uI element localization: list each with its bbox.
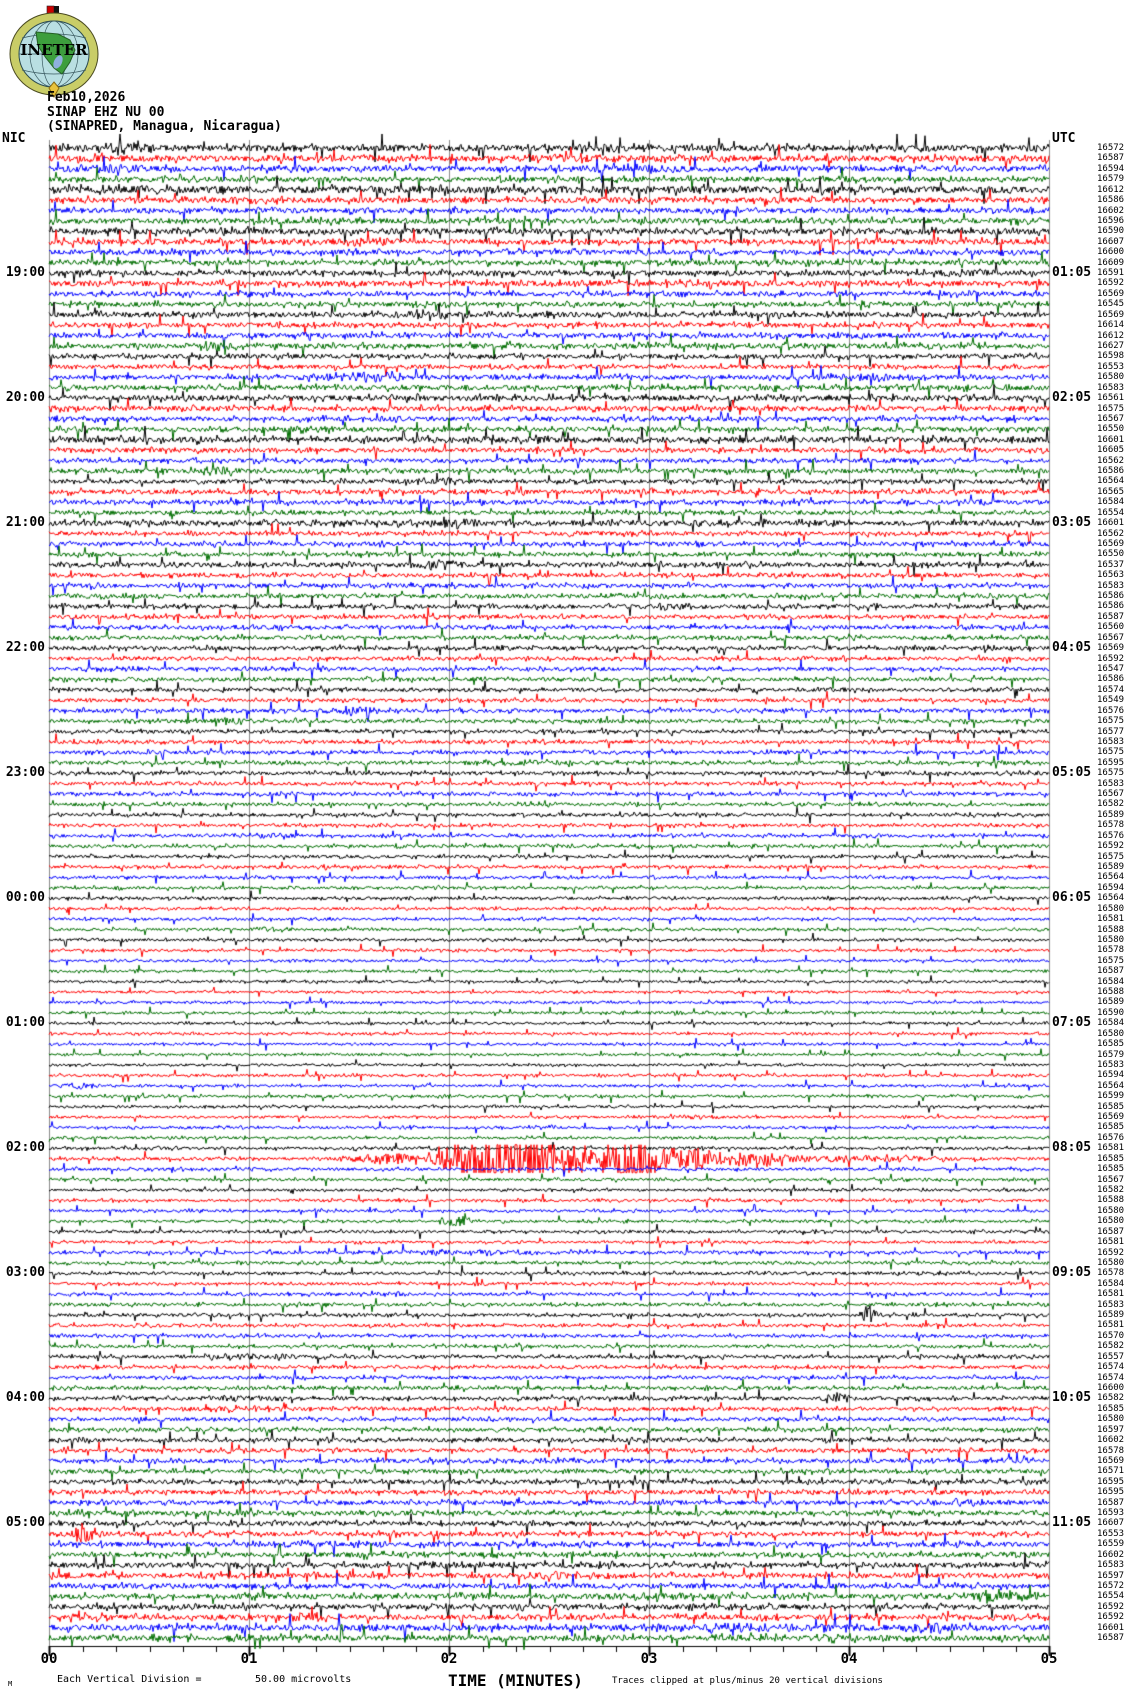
trace-count-value: 16564 <box>1097 476 1125 487</box>
trace-count-value: 16585 <box>1097 1122 1125 1133</box>
trace-count-value: 16586 <box>1097 195 1125 206</box>
trace-count-value: 16574 <box>1097 1362 1125 1373</box>
trace-count-value: 16553 <box>1097 361 1125 372</box>
trace-count-value: 16580 <box>1097 1257 1125 1268</box>
trace-count-value: 16563 <box>1097 570 1125 581</box>
trace-count-value: 16586 <box>1097 674 1125 685</box>
trace-count-value: 16597 <box>1097 1570 1125 1581</box>
trace-count-value: 16580 <box>1097 1216 1125 1227</box>
trace-count-value: 16586 <box>1097 591 1125 602</box>
hour-label-right: 07:05 <box>1052 1015 1092 1031</box>
trace-count-value: 16592 <box>1097 278 1125 289</box>
trace-count-value: 16574 <box>1097 684 1125 695</box>
trace-count-value: 16589 <box>1097 997 1125 1008</box>
hour-label-right: 08:05 <box>1052 1140 1092 1156</box>
hour-label-right: 02:05 <box>1052 390 1092 406</box>
trace-count-value: 16589 <box>1097 861 1125 872</box>
trace-count-value: 16588 <box>1097 1195 1125 1206</box>
trace-count-value: 16594 <box>1097 163 1125 174</box>
trace-count-value: 16580 <box>1097 372 1125 383</box>
trace-count-value: 16572 <box>1097 143 1125 153</box>
trace-count-value: 16576 <box>1097 830 1125 841</box>
trace-count-value: 16593 <box>1097 1508 1125 1519</box>
hour-label-left: 21:00 <box>5 515 45 531</box>
trace-count-value: 16579 <box>1097 174 1125 185</box>
trace-count-value: 16590 <box>1097 1007 1125 1018</box>
trace-count-value: 16557 <box>1097 1351 1125 1362</box>
hour-label-right: 03:05 <box>1052 515 1092 531</box>
trace-count-value: 16550 <box>1097 549 1125 560</box>
hour-label-right: 10:05 <box>1052 1390 1092 1406</box>
trace-count-value: 16575 <box>1097 747 1125 758</box>
trace-count-value: 16575 <box>1097 955 1125 966</box>
trace-count-value: 16583 <box>1097 580 1125 591</box>
trace-count-value: 16587 <box>1097 1497 1125 1508</box>
trace-count-value: 16596 <box>1097 215 1125 226</box>
trace-count-value: 16550 <box>1097 424 1125 435</box>
trace-count-value: 16587 <box>1097 966 1125 977</box>
trace-count-value: 16600 <box>1097 1382 1125 1393</box>
hour-label-right: 05:05 <box>1052 765 1092 781</box>
trace-count-value: 16586 <box>1097 466 1125 477</box>
trace-count-value: 16587 <box>1097 611 1125 622</box>
trace-count-value: 16592 <box>1097 1612 1125 1623</box>
trace-count-value: 16607 <box>1097 1518 1125 1529</box>
trace-count-value: 16560 <box>1097 622 1125 633</box>
hour-label-right: 04:05 <box>1052 640 1092 656</box>
trace-count-value: 16576 <box>1097 705 1125 716</box>
trace-count-value: 16569 <box>1097 309 1125 320</box>
trace-count-value: 16564 <box>1097 872 1125 883</box>
hour-label-right: 01:05 <box>1052 265 1092 281</box>
trace-count-value: 16581 <box>1097 1143 1125 1154</box>
trace-count-value: 16569 <box>1097 538 1125 549</box>
trace-count-value: 16553 <box>1097 1528 1125 1539</box>
footer-clip-note: Traces clipped at plus/minus 20 vertical divisions <box>612 1676 883 1686</box>
trace-count-value: 16597 <box>1097 1424 1125 1435</box>
trace-count-value: 16578 <box>1097 1268 1125 1279</box>
trace-count-value: 16583 <box>1097 1059 1125 1070</box>
trace-count-value: 16564 <box>1097 1080 1125 1091</box>
x-axis-title: TIME (MINUTES) <box>448 1671 583 1689</box>
trace-count-value: 16607 <box>1097 236 1125 247</box>
trace-count-value: 16567 <box>1097 789 1125 800</box>
trace-count-value: 16547 <box>1097 664 1125 674</box>
trace-count-value: 16581 <box>1097 1320 1125 1331</box>
trace-count-value: 16585 <box>1097 1039 1125 1050</box>
trace-count-value: 16581 <box>1097 1289 1125 1300</box>
trace-count-value: 16589 <box>1097 809 1125 820</box>
trace-count-value: 16537 <box>1097 559 1125 570</box>
trace-count-value: 16581 <box>1097 1237 1125 1248</box>
trace-count-value: 16592 <box>1097 1601 1125 1612</box>
trace-count-value: 16559 <box>1097 1539 1125 1550</box>
trace-count-value: 16575 <box>1097 768 1125 779</box>
trace-count-value: 16575 <box>1097 716 1125 727</box>
hour-label-left: 19:00 <box>5 265 45 281</box>
hour-label-right: 11:05 <box>1052 1515 1092 1531</box>
trace-count-value: 16562 <box>1097 455 1125 466</box>
trace-count-value: 16601 <box>1097 518 1125 529</box>
trace-count-value: 16561 <box>1097 393 1125 404</box>
trace-count-value: 16574 <box>1097 1372 1125 1383</box>
trace-count-value: 16612 <box>1097 330 1125 341</box>
hour-label-left: 04:00 <box>5 1390 45 1406</box>
trace-count-value: 16612 <box>1097 184 1125 195</box>
trace-count-value: 16584 <box>1097 1018 1125 1029</box>
trace-count-value: 16595 <box>1097 1476 1125 1487</box>
trace-count-value: 16586 <box>1097 601 1125 612</box>
trace-count-value: 16583 <box>1097 382 1125 393</box>
trace-count-value: 16571 <box>1097 1466 1125 1477</box>
trace-count-value: 16584 <box>1097 1278 1125 1289</box>
trace-count-value: 16584 <box>1097 497 1125 508</box>
trace-count-value: 16545 <box>1097 299 1125 310</box>
trace-count-value: 16567 <box>1097 1174 1125 1185</box>
trace-count-value: 16602 <box>1097 1435 1125 1446</box>
footer-scale-value: 50.00 microvolts <box>255 1674 352 1685</box>
hour-label-left: 03:00 <box>5 1265 45 1281</box>
trace-count-value: 16583 <box>1097 1299 1125 1310</box>
trace-count-value: 16583 <box>1097 1560 1125 1571</box>
trace-count-value: 16601 <box>1097 434 1125 445</box>
trace-count-value: 16582 <box>1097 1393 1125 1404</box>
trace-count-value: 16580 <box>1097 903 1125 914</box>
trace-count-value: 16564 <box>1097 893 1125 904</box>
trace-count-value: 16595 <box>1097 757 1125 768</box>
trace-count-value: 16627 <box>1097 340 1125 351</box>
trace-count-value: 16569 <box>1097 1112 1125 1123</box>
trace-count-value: 16592 <box>1097 1247 1125 1258</box>
trace-count-value: 16580 <box>1097 1028 1125 1039</box>
trace-count-value: 16584 <box>1097 976 1125 987</box>
trace-count-value: 16572 <box>1097 1580 1125 1591</box>
x-axis-tick-label: 05 <box>1040 1651 1058 1667</box>
trace-count-value: 16592 <box>1097 653 1125 664</box>
trace-count-value: 16585 <box>1097 1101 1125 1112</box>
trace-count-value: 16602 <box>1097 205 1125 216</box>
trace-count-value: 16577 <box>1097 726 1125 737</box>
trace-count-value: 16570 <box>1097 1330 1125 1341</box>
trace-count-value: 16549 <box>1097 695 1125 706</box>
hour-label-left: 22:00 <box>5 640 45 656</box>
trace-count-value: 16585 <box>1097 1164 1125 1175</box>
hour-label-left: 02:00 <box>5 1140 45 1156</box>
trace-count-value: 16588 <box>1097 924 1125 935</box>
trace-count-value: 16591 <box>1097 268 1125 279</box>
trace-count-value: 16565 <box>1097 486 1125 497</box>
footer-scale-label: Each Vertical Division = <box>57 1674 202 1685</box>
trace-count-value: 16583 <box>1097 736 1125 747</box>
hour-label-left: 01:00 <box>5 1015 45 1031</box>
trace-count-value: 16569 <box>1097 643 1125 654</box>
hour-label-left: 23:00 <box>5 765 45 781</box>
trace-count-value: 16578 <box>1097 1445 1125 1456</box>
trace-count-value: 16569 <box>1097 1455 1125 1466</box>
trace-count-value: 16585 <box>1097 1403 1125 1414</box>
trace-count-value: 16594 <box>1097 1070 1125 1081</box>
trace-count-value: 16614 <box>1097 320 1125 331</box>
trace-count-value: 16567 <box>1097 413 1125 424</box>
trace-count-value: 16582 <box>1097 1341 1125 1352</box>
trace-count-value: 16601 <box>1097 1622 1125 1633</box>
trace-count-value: 16578 <box>1097 945 1125 956</box>
trace-count-value: 16587 <box>1097 153 1125 164</box>
footer-unit-marker: M <box>8 1680 13 1688</box>
trace-count-value: 16582 <box>1097 1185 1125 1195</box>
trace-count-value: 16602 <box>1097 1549 1125 1560</box>
trace-count-value: 16567 <box>1097 632 1125 643</box>
trace-count-value: 16583 <box>1097 778 1125 789</box>
trace-count-value: 16580 <box>1097 934 1125 945</box>
trace-count-value: 16594 <box>1097 882 1125 893</box>
x-axis-tick-label: 01 <box>240 1651 258 1667</box>
trace-count-value: 16581 <box>1097 914 1125 925</box>
trace-count-value: 16592 <box>1097 841 1125 852</box>
trace-count-value: 16575 <box>1097 403 1125 414</box>
hour-label-right: 09:05 <box>1052 1265 1092 1281</box>
trace-count-value: 16600 <box>1097 247 1125 258</box>
trace-count-value: 16569 <box>1097 288 1125 299</box>
trace-count-value: 16579 <box>1097 1049 1125 1060</box>
trace-count-value: 16580 <box>1097 1205 1125 1216</box>
hour-label-right: 06:05 <box>1052 890 1092 906</box>
trace-count-value: 16576 <box>1097 1132 1125 1143</box>
trace-count-value: 16595 <box>1097 1487 1125 1498</box>
x-axis-tick-label: 00 <box>40 1651 58 1667</box>
trace-count-value: 16554 <box>1097 1591 1125 1602</box>
trace-count-value: 16562 <box>1097 528 1125 539</box>
trace-count-value: 16587 <box>1097 1633 1125 1644</box>
trace-count-value: 16590 <box>1097 226 1125 237</box>
trace-count-value: 16599 <box>1097 1091 1125 1102</box>
trace-count-value: 16598 <box>1097 351 1125 362</box>
trace-count-value: 16585 <box>1097 1153 1125 1164</box>
trace-count-value: 16605 <box>1097 445 1125 456</box>
x-axis-tick-label: 04 <box>840 1651 858 1667</box>
trace-count-value: 16554 <box>1097 507 1125 518</box>
hour-label-left: 00:00 <box>5 890 45 906</box>
hour-label-left: 05:00 <box>5 1515 45 1531</box>
trace-count-value: 16587 <box>1097 1226 1125 1237</box>
trace-count-value: 16582 <box>1097 799 1125 810</box>
trace-count-value: 16588 <box>1097 987 1125 998</box>
hour-label-left: 20:00 <box>5 390 45 406</box>
x-axis-tick-label: 02 <box>440 1651 458 1667</box>
x-axis-tick-label: 03 <box>640 1651 658 1667</box>
trace-count-value: 16609 <box>1097 257 1125 268</box>
trace-count-value: 16575 <box>1097 851 1125 862</box>
trace-count-value: 16589 <box>1097 1310 1125 1321</box>
trace-count-value: 16578 <box>1097 820 1125 831</box>
trace-count-value: 16580 <box>1097 1414 1125 1425</box>
